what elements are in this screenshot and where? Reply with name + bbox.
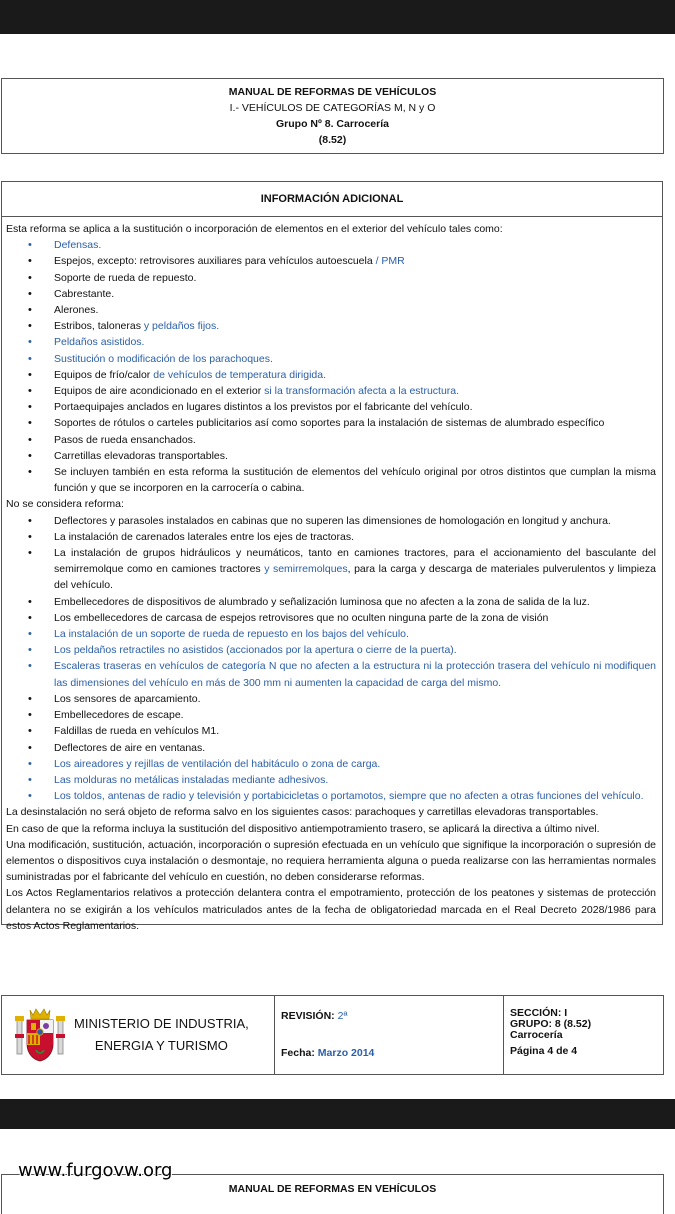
list-item [54,594,656,610]
non-reform-list [6,513,656,805]
list-item-text: Sustitución o modificación de los parachoques. [54,352,273,365]
list-item [54,286,656,302]
list-item-text: Los aireadores y rejillas de ventilación del habitáculo o zona de carga. [54,757,381,770]
list-item-text: Estribos, taloneras [54,320,144,333]
list-item [54,464,656,496]
intro-text: Esta reforma se aplica a la sustitución o incorporación de elementos en el exterior del vehículo tales como: [6,223,503,235]
list-item [54,513,656,529]
list-item-text: Portaequipajes anclados en lugares distintos a los previstos por el fabricante del vehículo. [54,401,473,414]
list-item-text: , para la carga y descarga de materiales pulverulentos y limpieza del vehículo. [54,563,657,592]
list-item-text: de vehículos de temperatura dirigida. [153,368,327,381]
list-item [54,383,656,399]
list-item-text: Deflectores y parasoles instalados en cabinas que no superen las dimensiones de homologación en longitud y anchura. [54,514,611,527]
list-item-text: y semirremolques [264,563,348,576]
list-item-text: Las molduras no metálicas instaladas mediante adhesivos. [54,773,329,786]
list-item-text: Los embellecedores de carcasa de espejos retrovisores que no oculten ninguna parte de la zona de visión [54,611,549,624]
list-item-text: Defensas. [54,239,102,252]
section-label: SECCIÓN: I [510,1007,568,1019]
page-number: Página 4 de 4 [510,1045,578,1057]
paragraph-regulatory-acts: Los Actos Reglamentarios relativos a protección delantera contra el empotramiento, protección de los peatones y sistemas de protección delantera no se exigirán a los vehículos matriculados antes de la fecha de obligatoriedad marcada en el Real Decreto 2028/1986 para estos Actos Reglamentarios. [6,887,656,932]
list-item-text: / PMR [375,255,405,268]
list-item [54,707,656,723]
list-item-text: Soporte de rueda de repuesto. [54,271,197,284]
list-item [54,399,656,415]
category-line: I.- VEHÍCULOS DE CATEGORÍAS M, N y O [229,102,436,114]
list-item-text: Pasos de rueda ensanchados. [54,433,196,446]
reform-list [6,237,656,496]
list-item-text: Los sensores de aparcamiento. [54,692,201,705]
revision-value: 2ª [337,1010,348,1022]
list-item-text: Soportes de rótulos o carteles publicitarios así como soportes para la instalación de sistemas de alumbrado específico [54,417,605,430]
additional-info-section [1,181,663,932]
list-item [54,740,656,756]
list-item-text: Cabrestante. [54,287,115,300]
list-item [54,658,656,690]
ministry-cell [2,996,275,1074]
list-item-text: Los peldaños retractiles no asistidos (accionados por la apertura o cierre de la puerta). [54,644,457,657]
site-watermark: www.furgovw.org [18,1160,173,1181]
list-item [54,626,656,642]
list-item-text: Equipos de frío/calor [54,368,154,381]
list-item-text: si la transformación afecta a la estructura. [264,385,460,398]
list-item-text: Embellecedores de dispositivos de alumbrado y señalización luminosa que no afecten a la zona de salida de la luz. [54,595,590,608]
list-item [54,723,656,739]
list-item [54,432,656,448]
list-item-text: Se incluyen también en esta reforma la sustitución de elementos del vehículo original por otros distintos que cumplan la misma función y que se incorporen en la carrocería o cabina. [54,466,656,495]
list-item-text: Los toldos, antenas de radio y televisión y portabicicletas o portamotos, siempre que no afecten a otras funciones del vehículo. [54,790,644,803]
info-title: INFORMACIÓN ADICIONAL [2,182,662,217]
top-black-bar [0,0,675,34]
list-item [54,545,656,594]
list-item-text: La instalación de grupos hidráulicos y neumáticos, tanto en camiones tractores, para el accionamiento del basculante del semirremolque como en camiones tractores [54,547,656,576]
list-item [54,302,656,318]
carroceria-label: Carrocería [510,1029,563,1041]
list-item-text: La instalación de carenados laterales entre los ejes de tractoras. [54,530,355,543]
list-item [54,448,656,464]
spain-coat-of-arms-icon [14,1006,66,1064]
info-body [2,217,662,934]
list-item [54,529,656,545]
list-item-text: La instalación de un soporte de rueda de repuesto en los bajos del vehículo. [54,628,409,641]
list-item [54,756,656,772]
no-reform-label: No se considera reforma: [6,498,124,511]
list-item-text: Embellecedores de escape. [54,709,184,722]
list-item [54,788,656,804]
list-item [54,253,656,269]
reform-code: (8.52) [318,134,347,146]
document-header [1,78,664,154]
list-item [54,642,656,658]
paragraph-antiempotramiento: En caso de que la reforma incluya la sustitución del dispositivo antiempotramiento trasero, se aplicará la directiva a último nivel. [6,822,600,835]
list-item [54,351,656,367]
next-page-title: MANUAL DE REFORMAS EN VEHÍCULOS [228,1183,437,1195]
ministry-line-1: MINISTERIO DE INDUSTRIA, [74,1016,249,1031]
date-label: Fecha: [281,1047,315,1059]
list-item [54,691,656,707]
revision-cell [275,996,504,1074]
list-item [54,415,656,431]
group-line: Grupo Nº 8. Carrocería [276,118,389,130]
list-item [54,237,656,253]
page-separator-bar [0,1099,675,1129]
paragraph-modification: Una modificación, sustitución, actuación, incorporación o supresión efectuada en un vehículo que signifique la incorporación o supresión de elementos o dispositivos cuya instalación o desmontaje, no requiera herramienta alguna o pueda realizarse con las herramientas normales suministradas por el fabricante del vehículo en cuestión, no deben considerarse reformas. [6,838,656,884]
manual-title: MANUAL DE REFORMAS DE VEHÍCULOS [228,86,437,98]
list-item-text: Faldillas de rueda en vehículos M1. [54,725,220,738]
list-item-text: Escaleras traseras en vehículos de categoría N que no afecten a la estructura ni la protección trasera del vehículo ni modifiquen las dimensiones del vehículo en más de 300 mm ni aumenten la capacidad de carga del mismo. [54,660,656,689]
group-label: GRUPO: 8 (8.52) [510,1018,592,1030]
list-item-text: Alerones. [54,304,99,317]
list-item [54,610,656,626]
list-item-text: Espejos, excepto: retrovisores auxiliares para vehículos autoescuela [54,255,376,268]
list-item [54,334,656,350]
section-cell [504,996,663,1074]
list-item [54,318,656,334]
list-item-text: Carretillas elevadoras transportables. [54,449,228,462]
list-item-text: Peldaños asistidos. [54,336,145,349]
list-item-text: y peldaños fijos. [143,320,220,333]
date-value: Marzo 2014 [317,1047,375,1059]
paragraph-uninstall: La desinstalación no será objeto de reforma salvo en los siguientes casos: parachoques y carretillas elevadoras transportables. [6,806,599,819]
list-item [54,270,656,286]
list-item [54,772,656,788]
document-footer [1,995,664,1075]
revision-label: REVISIÓN: [281,1010,335,1022]
list-item-text: Deflectores de aire en ventanas. [54,741,206,754]
ministry-line-2: ENERGIA Y TURISMO [94,1038,228,1053]
list-item-text: Equipos de aire acondicionado en el exterior [54,385,265,398]
list-item [54,367,656,383]
